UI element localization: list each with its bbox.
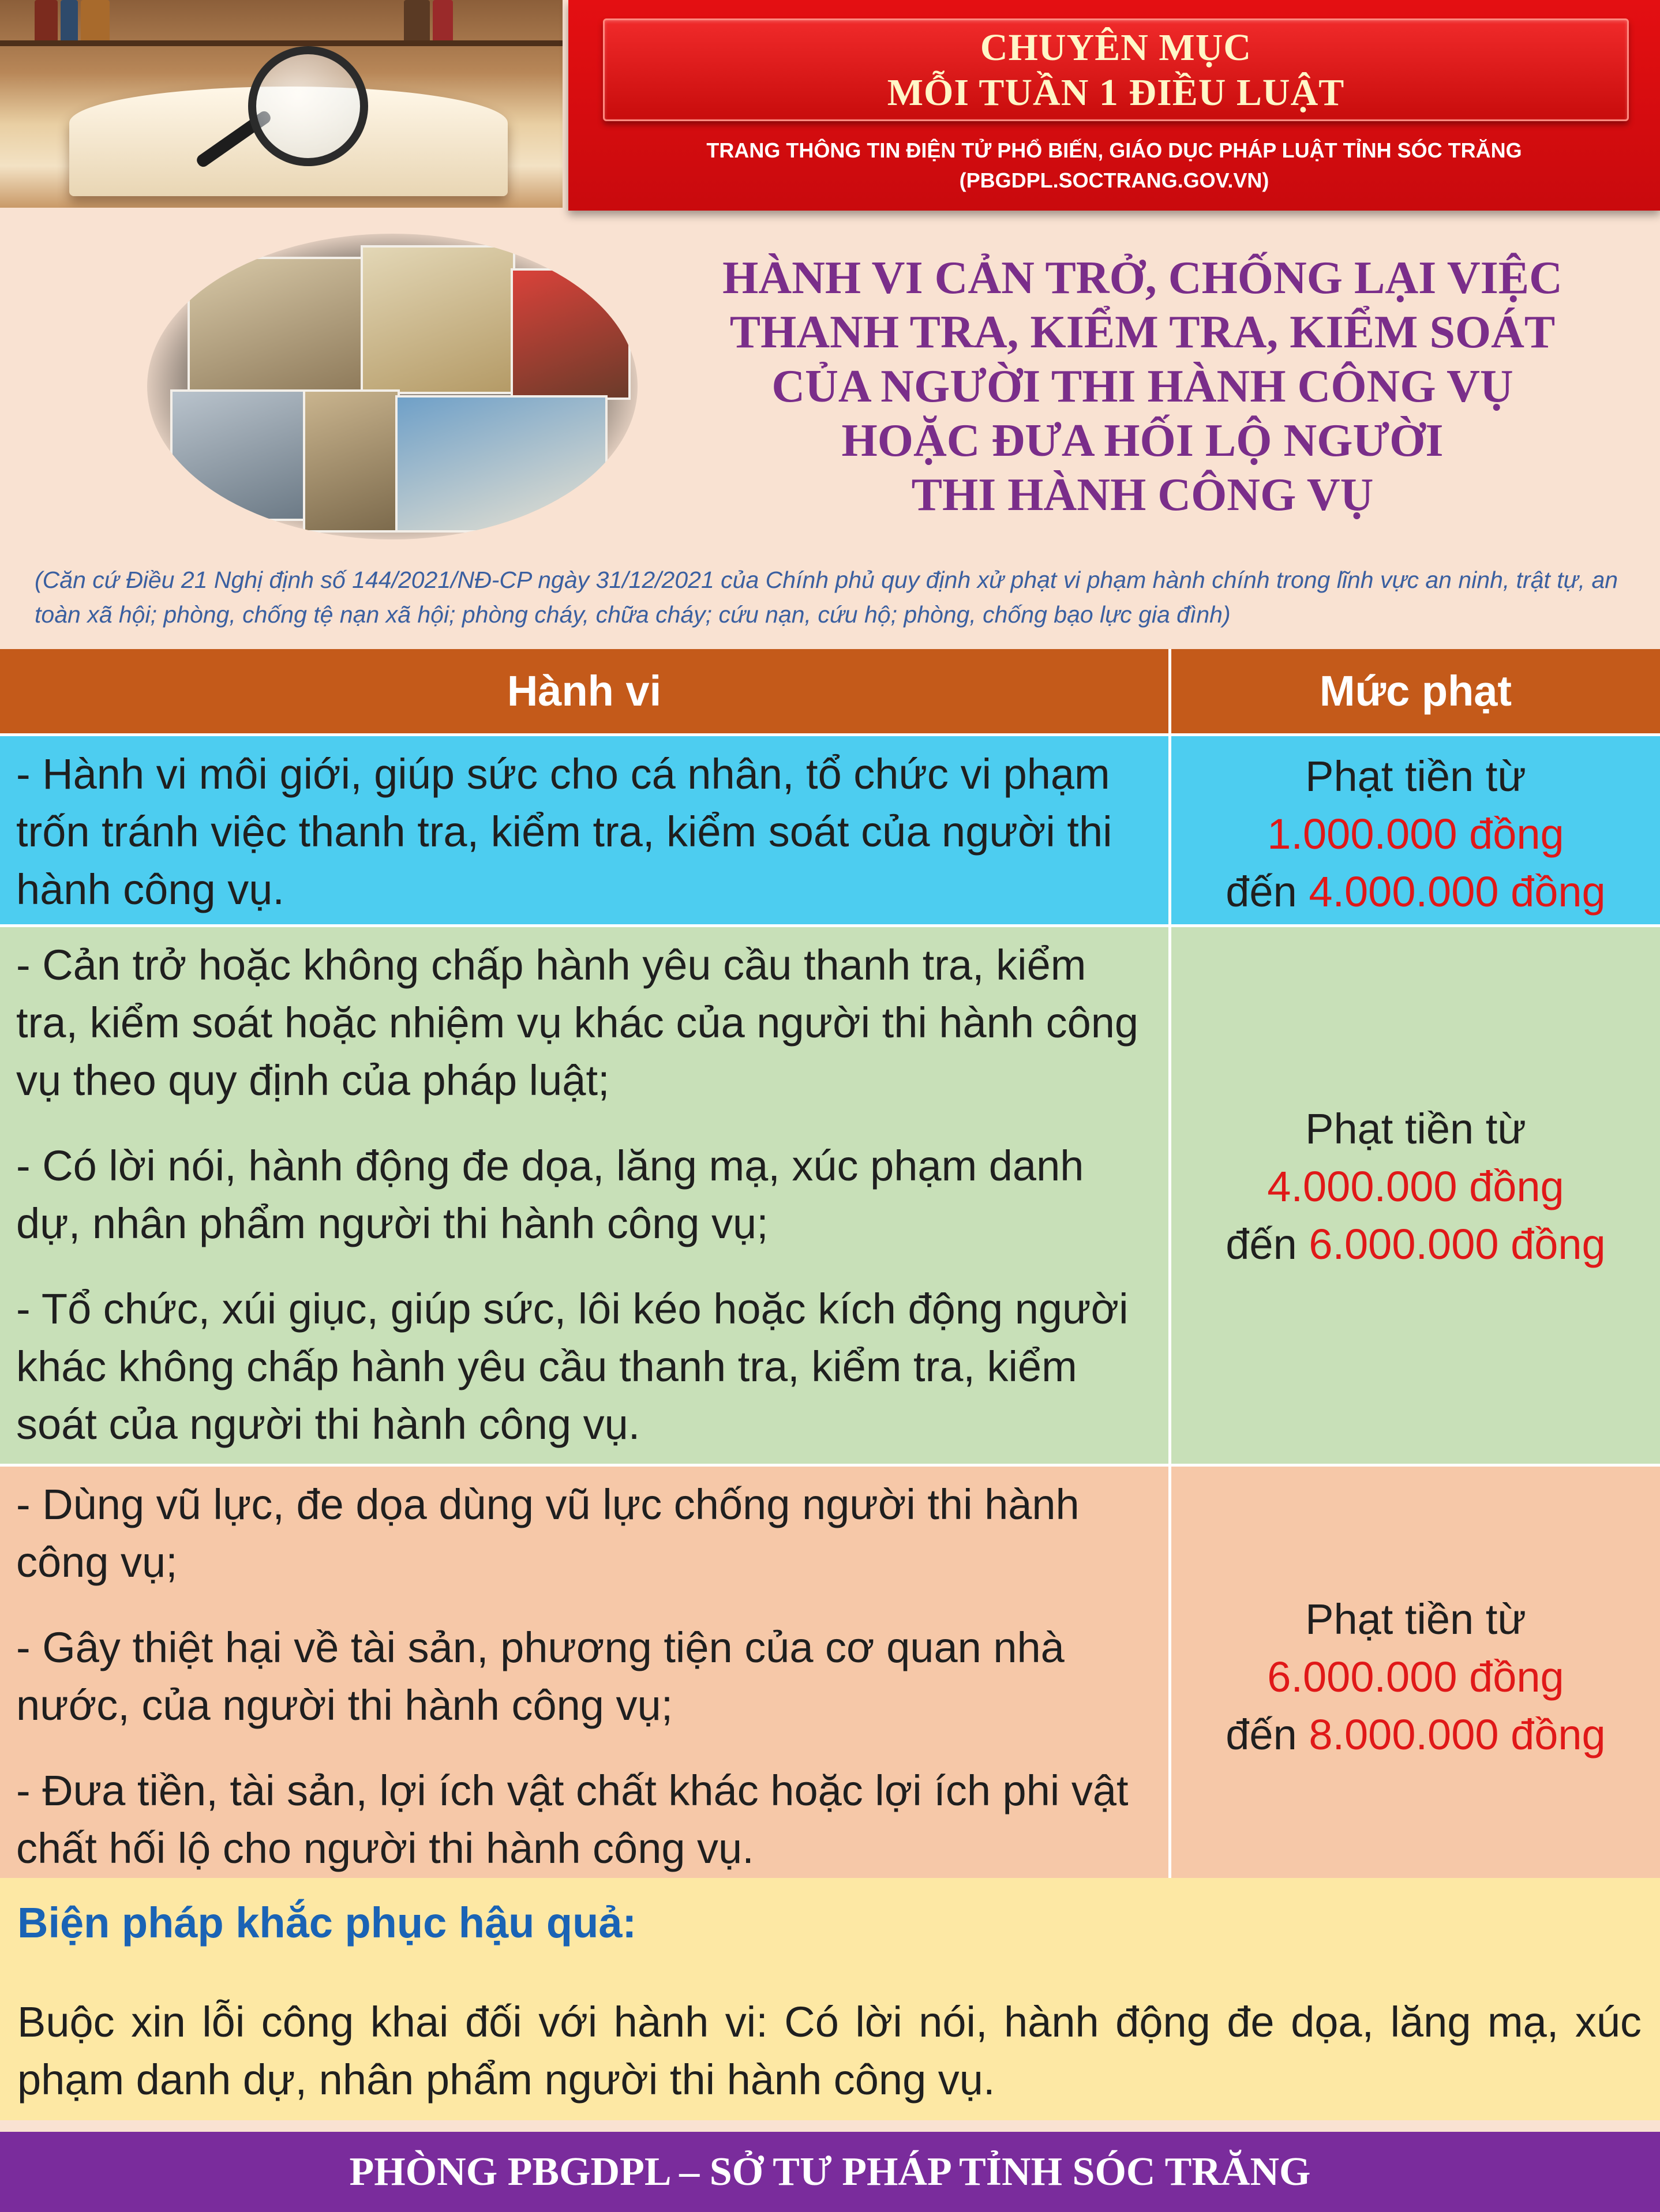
fine-max: 8.000.000 đồng — [1309, 1711, 1606, 1759]
behavior-item: - Đưa tiền, tài sản, lợi ích vật chất khác hoặc lợi ích phi vật chất hối lộ cho người thi hành công vụ. — [16, 1767, 1129, 1872]
fine-prefix: Phạt tiền từ — [1305, 1595, 1526, 1643]
behavior-item: - Cản trở hoặc không chấp hành yêu cầu thanh tra, kiểm tra, kiểm soát hoặc nhiệm vụ khác của người thi hành công vụ theo quy định của pháp luật; — [16, 941, 1139, 1104]
traffic-police-photo-collage — [147, 234, 638, 539]
fine-range — [1171, 1216, 1660, 1273]
remedy-title: Biện pháp khắc phục hậu quả: — [17, 1899, 637, 1947]
behavior-cell — [0, 736, 1171, 924]
title-line: CỦA NGƯỜI THI HÀNH CÔNG VỤ — [771, 361, 1513, 412]
table-header-row — [0, 649, 1660, 733]
legal-basis-note: (Căn cứ Điều 21 Nghị định số 144/2021/NĐ-CP ngày 31/12/2021 của Chính phủ quy định xử phạt vi phạm hành chính trong lĩnh vực an ninh, trật tự, an toàn xã hội; phòng, chống tệ nạn xã hội; phòng cháy, chữa cháy; cứu nạn, cứu hộ; phòng, chống bạo lực gia đình) — [35, 567, 1618, 628]
table-row — [0, 924, 1660, 1464]
title-line: THI HÀNH CÔNG VỤ — [911, 470, 1374, 520]
behavior-item: - Gây thiệt hại về tài sản, phương tiện của cơ quan nhà nước, của người thi hành công vụ; — [16, 1624, 1065, 1729]
main-title — [669, 251, 1616, 522]
header-line-2: MỖI TUẦN 1 ĐIỀU LUẬT — [887, 72, 1345, 114]
table-row — [0, 733, 1660, 924]
fine-min: 4.000.000 đồng — [1267, 1163, 1564, 1210]
header-title-box — [603, 18, 1629, 121]
header-banner — [568, 0, 1660, 211]
fine-to: đến — [1226, 1711, 1297, 1759]
fine-to: đến — [1226, 868, 1297, 916]
fine-min: 1.000.000 đồng — [1267, 810, 1564, 858]
behavior-item: - Có lời nói, hành động đe dọa, lăng mạ, xúc phạm danh dự, nhân phẩm người thi hành công vụ; — [16, 1142, 1084, 1247]
title-line: THANH TRA, KIỂM TRA, KIỂM SOÁT — [729, 307, 1556, 358]
title-line: HOẶC ĐƯA HỐI LỘ NGƯỜI — [841, 415, 1444, 466]
fine-max: 4.000.000 đồng — [1309, 868, 1606, 916]
remedy-section — [0, 1878, 1660, 2120]
behavior-item: - Tổ chức, xúi giục, giúp sức, lôi kéo hoặc kích động người khác không chấp hành yêu cầu thanh tra, kiểm tra, kiểm soát của người thi hành công vụ. — [16, 1285, 1129, 1448]
fine-min: 6.000.000 đồng — [1267, 1653, 1564, 1701]
header-line-1: CHUYÊN MỤC — [980, 27, 1252, 69]
title-line: HÀNH VI CẢN TRỞ, CHỐNG LẠI VIỆC — [722, 253, 1562, 303]
magnifier-icon — [248, 46, 368, 166]
fine-cell — [1171, 736, 1660, 924]
remedy-text: Buộc xin lỗi công khai đối với hành vi: Có lời nói, hành động đe dọa, lăng mạ, xúc phạm danh dự, nhân phẩm người thi hành công vụ. — [17, 1998, 1642, 2104]
site-name: TRANG THÔNG TIN ĐIỆN TỬ PHỔ BIẾN, GIÁO DỤC PHÁP LUẬT TỈNH SÓC TRĂNG — [706, 138, 1522, 162]
fine-max: 6.000.000 đồng — [1309, 1220, 1606, 1268]
behavior-cell — [0, 927, 1171, 1464]
site-url: (PBGDPL.SOCTRANG.GOV.VN) — [959, 168, 1269, 192]
behavior-cell — [0, 1467, 1171, 1881]
header-behavior: Hành vi — [0, 649, 1171, 733]
fine-range — [1171, 1706, 1660, 1764]
fine-range — [1171, 863, 1660, 921]
books-magnifier-photo — [0, 0, 563, 208]
fine-cell — [1171, 927, 1660, 1464]
behavior-item: - Hành vi môi giới, giúp sức cho cá nhân, tổ chức vi phạm trốn tránh việc thanh tra, kiểm tra, kiểm soát của người thi hành công vụ. — [16, 750, 1112, 913]
header-fine: Mức phạt — [1319, 667, 1512, 715]
fine-prefix: Phạt tiền từ — [1305, 752, 1526, 800]
table-row — [0, 1464, 1660, 1881]
fine-cell — [1171, 1467, 1660, 1881]
fine-to: đến — [1226, 1220, 1297, 1268]
behavior-item: - Dùng vũ lực, đe dọa dùng vũ lực chống người thi hành công vụ; — [16, 1480, 1080, 1586]
footer-banner: PHÒNG PBGDPL – SỞ TƯ PHÁP TỈNH SÓC TRĂNG — [0, 2132, 1660, 2212]
fine-prefix: Phạt tiền từ — [1305, 1105, 1526, 1153]
